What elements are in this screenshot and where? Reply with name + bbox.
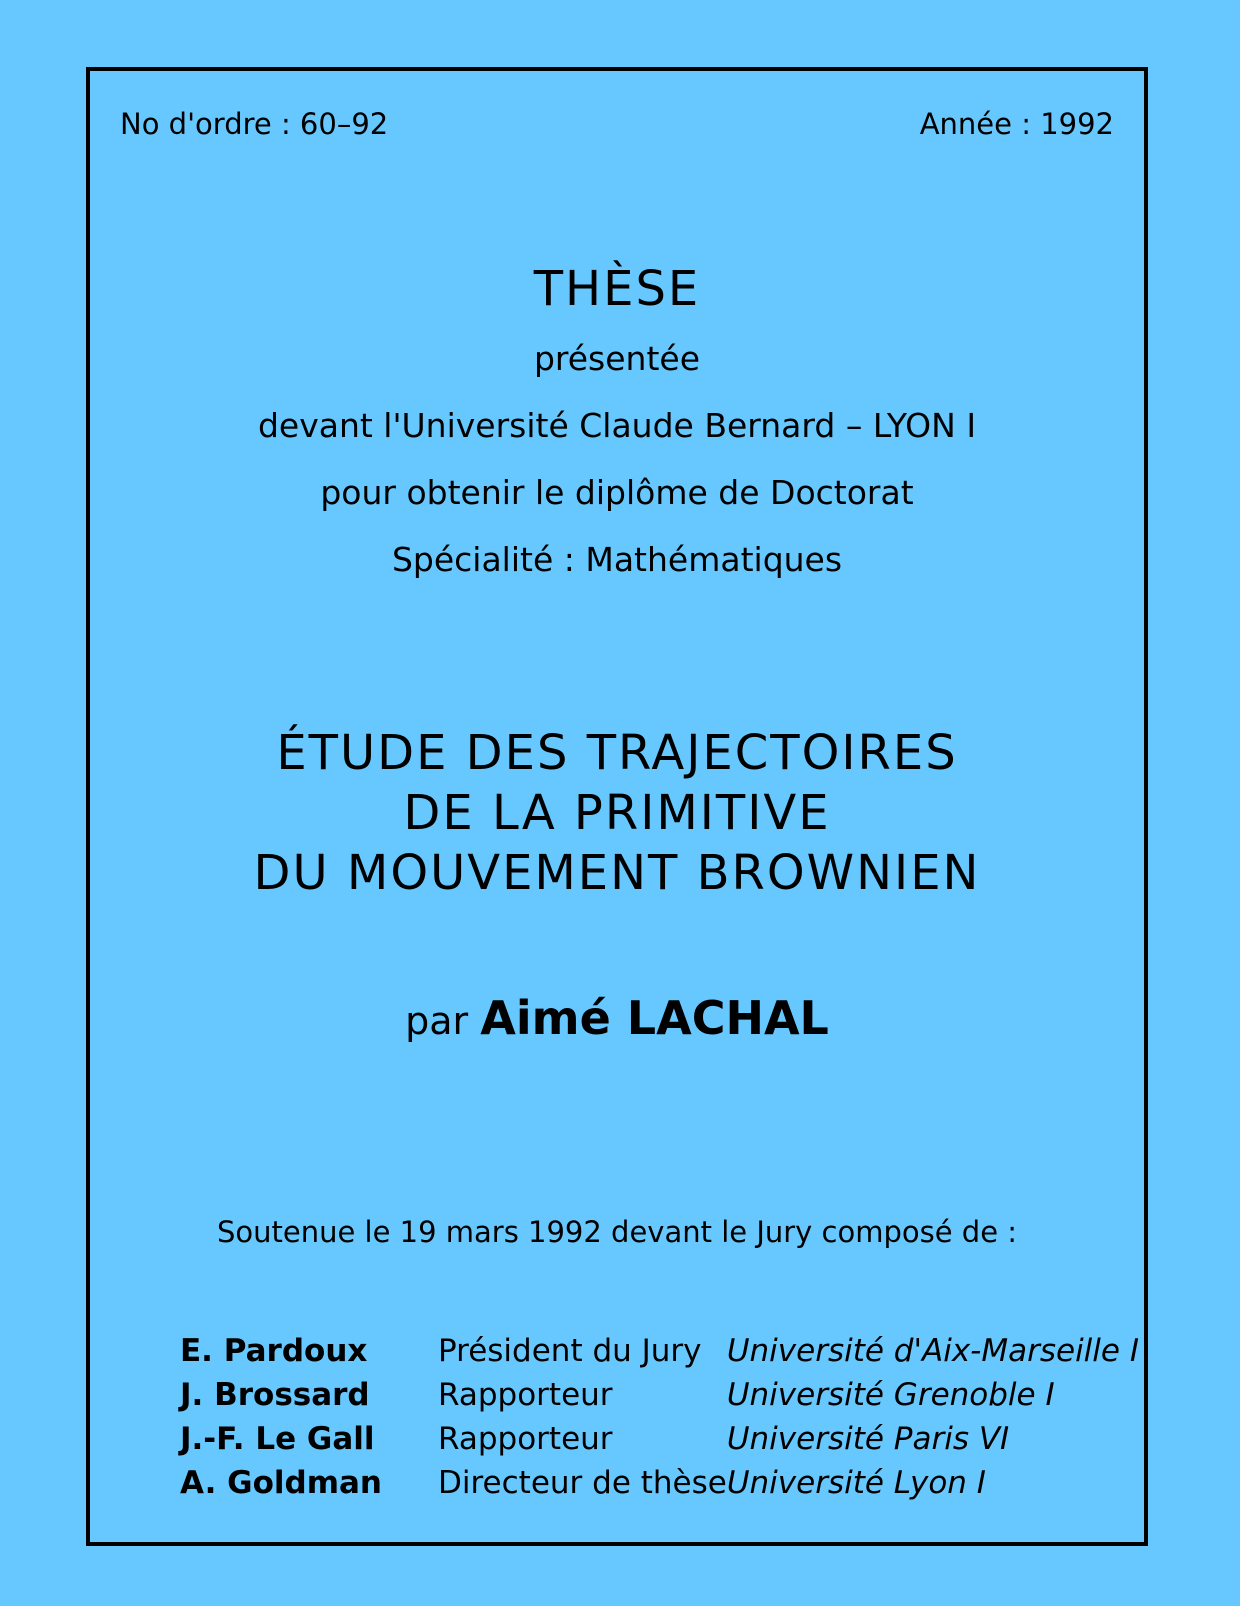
author-prefix: par: [405, 999, 469, 1043]
jury-member-role: Président du Jury: [438, 1333, 702, 1369]
jury-row: [180, 1329, 1139, 1373]
jury-member-role: Directeur de thèse: [438, 1465, 727, 1501]
jury-member-university: Université d'Aix-Marseille I: [726, 1333, 1139, 1369]
page-frame: [86, 67, 1148, 1546]
jury-row: [180, 1373, 1139, 1417]
thesis-title-line-2: DE LA PRIMITIVE: [403, 785, 831, 841]
presented-line: présentée: [533, 339, 701, 378]
author-line: [90, 991, 1144, 1045]
defense-statement: Soutenue le 19 mars 1992 devant le Jury composé de :: [216, 1215, 1018, 1249]
jury-member-name: E. Pardoux: [180, 1333, 368, 1369]
jury-member-university: Université Grenoble I: [726, 1377, 1055, 1413]
jury-member-name: A. Goldman: [180, 1465, 382, 1501]
year: Année : 1992: [919, 107, 1114, 141]
jury-member-role: Rapporteur: [438, 1377, 613, 1413]
thesis-title-line-3: DU MOUVEMENT BROWNIEN: [253, 845, 981, 901]
jury-member-name: J.-F. Le Gall: [180, 1421, 375, 1457]
university-line: devant l'Université Claude Bernard – LYON I: [257, 406, 977, 445]
jury-member-name: J. Brossard: [180, 1377, 370, 1413]
degree-line: pour obtenir le diplôme de Doctorat: [320, 473, 914, 512]
jury-member-university: Université Paris VI: [726, 1421, 1010, 1457]
order-number: No d'ordre : 60–92: [120, 107, 389, 141]
jury-row: [180, 1461, 1139, 1505]
jury-table: [180, 1329, 1139, 1505]
these-heading: THÈSE: [533, 261, 701, 317]
author-name: Aimé LACHAL: [480, 991, 829, 1045]
jury-row: [180, 1417, 1139, 1461]
jury-member-university: Université Lyon I: [726, 1465, 986, 1501]
thesis-title-line-1: ÉTUDE DES TRAJECTOIRES: [276, 725, 958, 781]
jury-member-role: Rapporteur: [438, 1421, 613, 1457]
specialty-line: Spécialité : Mathématiques: [391, 540, 843, 579]
